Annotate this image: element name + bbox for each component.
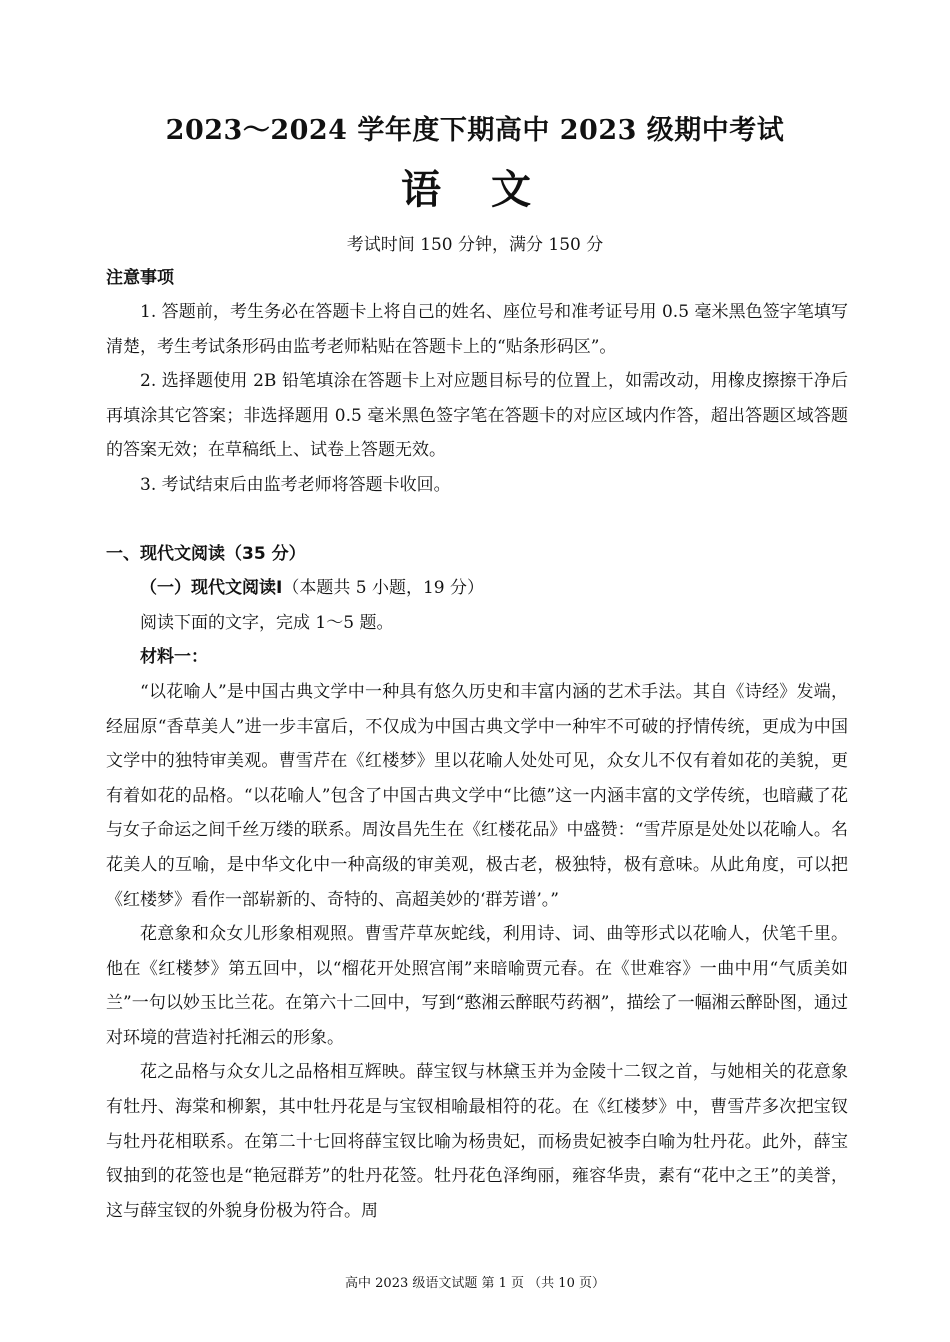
- notice-item-3: 3. 考试结束后由监考老师将答题卡收回。: [140, 474, 451, 495]
- notice-heading: 注意事项: [106, 268, 174, 288]
- exam-title: 2023～2024 学年度下期高中 2023 级期中考试: [165, 115, 785, 146]
- subject-title: 语 文: [401, 166, 549, 213]
- notice-item-2: 2. 选择题使用 2B 铅笔填涂在答题卡上对应题目标号的位置上，如需改动，用橡皮擦擦干净后再填涂其它答案；非选择题用 0.5 毫米黑色签字笔在答题卡的对应区域内作答，超出答题区域答题的答案无效；在草稿纸上、试卷上答题无效。: [106, 371, 848, 461]
- material-label: 材料一：: [140, 647, 208, 668]
- paragraph-1: “以花喻人”是中国古典文学中一种具有悠久历史和丰富内涵的艺术手法。其自《诗经》发端，经屈原“香草美人”进一步丰富后，不仅成为中国古典文学中一种牢不可破的抒情传统，更成为中国文学中的独特审美观。曹雪芹在《红楼梦》里以花喻人处处可见，众女儿不仅有着如花的美貌，更有着如花的品格。“以花喻人”包含了中国古典文学中“比德”这一内涵丰富的文学传统，也暗藏了花与女子命运之间千丝万缕的联系。周汝昌先生在《红楼花品》中盛赞：“雪芹原是处处以花喻人。名花美人的互喻，是中华文化中一种高级的审美观，极古老，极独特，极有意味。从此角度，可以把《红楼梦》看作一部崭新的、奇特的、高超美妙的‘群芳谱’。”: [106, 681, 848, 910]
- sub-section-heading: [106, 571, 848, 606]
- exam-info: 考试时间 150 分钟，满分 150 分: [346, 235, 604, 255]
- page-footer: 高中 2023 级语文试题 第 1 页 （共 10 页）: [345, 1276, 605, 1291]
- notice-item-1: 1. 答题前，考生务必在答题卡上将自己的姓名、座位号和准考证号用 0.5 毫米黑色签字笔填写清楚，考生考试条形码由监考老师粘贴在答题卡上的“贴条形码区”。: [106, 302, 848, 357]
- sub-heading-bold: （一）现代文阅读Ⅰ: [140, 578, 283, 599]
- instruction: 阅读下面的文字，完成 1～5 题。: [140, 612, 394, 633]
- paragraph-3: 花之品格与众女儿之品格相互辉映。薛宝钗与林黛玉并为金陵十二钗之首，与她相关的花意象有牡丹、海棠和柳絮，其中牡丹花是与宝钗相喻最相符的花。在《红楼梦》中，曹雪芹多次把宝钗与牡丹花相联系。在第二十七回将薛宝钗比喻为杨贵妃，而杨贵妃被李白喻为牡丹花。此外，薛宝钗抽到的花签也是“艳冠群芳”的牡丹花签。牡丹花色泽绚丽，雍容华贵，素有“花中之王”的美誉，这与薛宝钗的外貌身份极为符合。周: [106, 1062, 848, 1221]
- section-heading: 一、现代文阅读（35 分）: [106, 543, 306, 564]
- sub-heading-rest: （本题共 5 小题，19 分）: [282, 578, 484, 599]
- paragraph-2: 花意象和众女儿形象相观照。曹雪芹草灰蛇线，利用诗、词、曲等形式以花喻人，伏笔千里。他在《红楼梦》第五回中，以“榴花开处照宫闱”来暗喻贾元春。在《世难容》一曲中用“气质美如兰”一句以妙玉比兰花。在第六十二回中，写到“憨湘云醉眠芍药裀”，描绘了一幅湘云醉卧图，通过对环境的营造衬托湘云的形象。: [106, 924, 848, 1048]
- main-content: [106, 295, 848, 1228]
